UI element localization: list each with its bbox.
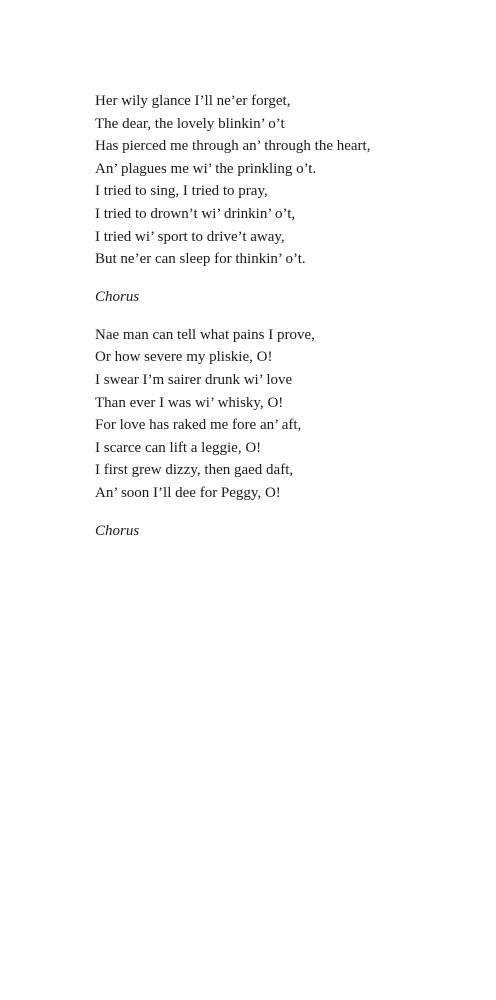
stanza-1 bbox=[95, 90, 485, 271]
poem-line: I swear I’m sairer drunk wi’ love bbox=[95, 371, 293, 388]
poem-line: Her wily glance I’ll ne’er forget, bbox=[95, 93, 291, 109]
poem-line: I tried to drown’t wi’ drinkin’ o’t, bbox=[95, 205, 296, 222]
poem-line: Nae man can tell what pains I prove, bbox=[95, 326, 315, 343]
poem-line: The dear, the lovely blinkin’ o’t bbox=[95, 115, 285, 132]
chorus-label: Chorus bbox=[95, 288, 140, 305]
chorus-label: Chorus bbox=[95, 522, 140, 539]
poem-line: Has pierced me through an’ through the heart, bbox=[95, 138, 371, 155]
poem-line: Or how severe my pliskie, O! bbox=[95, 349, 273, 366]
stanza-2 bbox=[95, 324, 485, 505]
poem-line: I first grew dizzy, then gaed daft, bbox=[95, 462, 294, 479]
poem-text bbox=[95, 90, 485, 542]
poem-line: Than ever I was wi’ whisky, O! bbox=[95, 394, 284, 411]
poem-line: An’ plagues me wi’ the prinkling o’t. bbox=[95, 160, 317, 177]
poem-line: I tried wi’ sport to drive’t away, bbox=[95, 228, 285, 245]
poem-line: But ne’er can sleep for thinkin’ o’t. bbox=[95, 251, 306, 268]
poem-line: An’ soon I’ll dee for Peggy, O! bbox=[95, 484, 281, 501]
poem-line: I scarce can lift a leggie, O! bbox=[95, 439, 262, 456]
poem-line: For love has raked me fore an’ aft, bbox=[95, 417, 302, 434]
poem-line: I tried to sing, I tried to pray, bbox=[95, 183, 268, 200]
